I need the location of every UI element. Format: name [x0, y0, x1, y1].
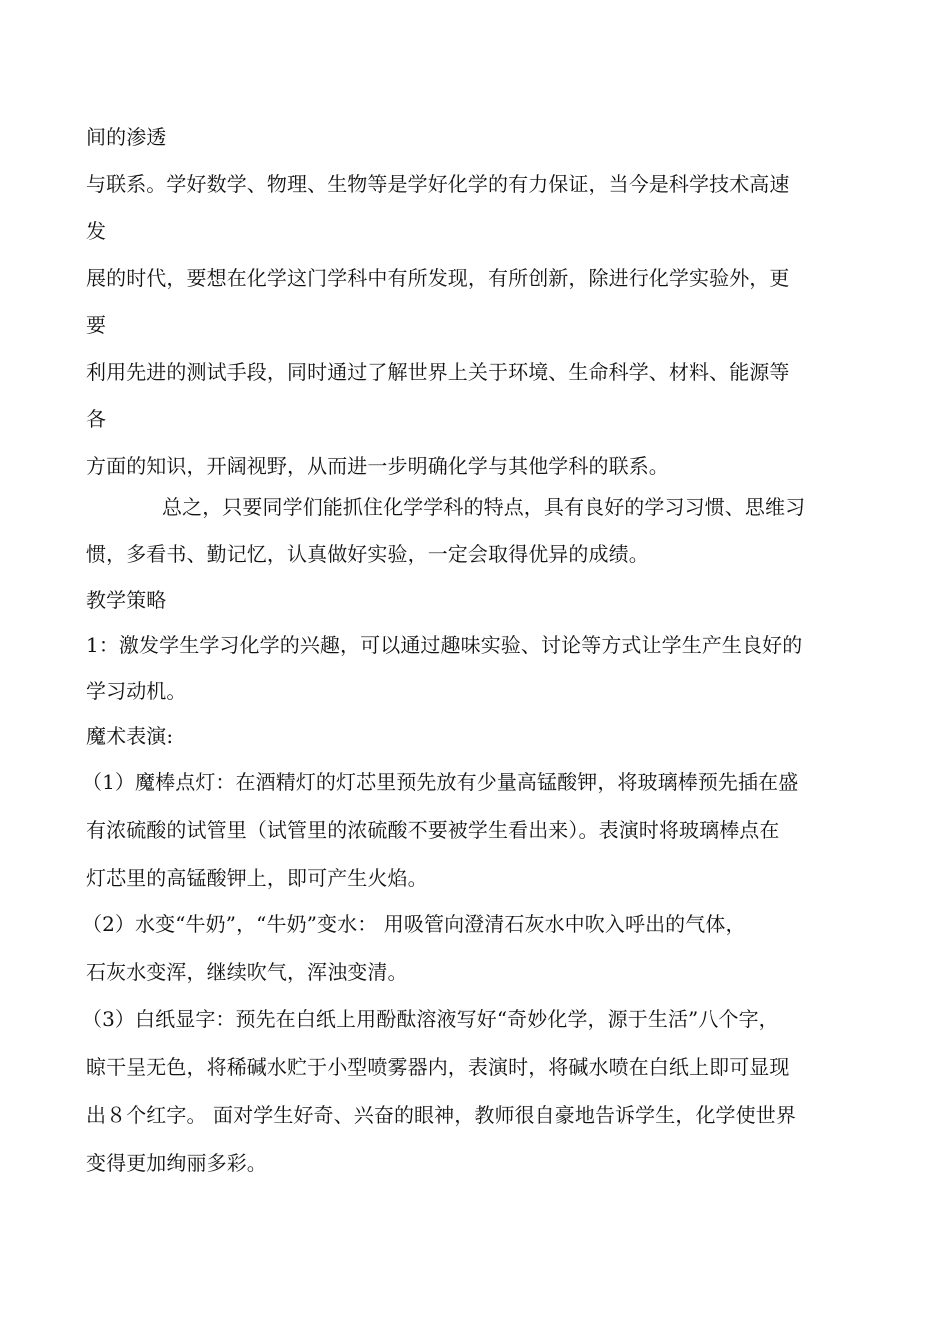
text-line: 变得更加绚丽多彩。	[86, 1151, 267, 1175]
text-line: 利用先进的测试手段，同时通过了解世界上关于环境、生命科学、材料、能源等	[86, 360, 790, 384]
text-line: 学习动机。	[86, 679, 187, 703]
subheading: 魔术表演:	[86, 724, 174, 748]
list-item: （2）水变“牛奶”，“牛奶”变水： 用吸管向澄清石灰水中吹入呼出的气体，	[82, 912, 746, 936]
list-item: （1）魔棒点灯：在酒精灯的灯芯里预先放有少量高锰酸钾，将玻璃棒预先插在盛	[82, 770, 799, 794]
text-line: 晾干呈无色，将稀碱水贮于小型喷雾器内，表演时，将碱水喷在白纸上即可显现	[86, 1055, 790, 1079]
text-line: 展的时代，要想在化学这门学科中有所发现，有所创新，除进行化学实验外，更	[86, 266, 790, 290]
paragraph-indent-line: 总之，只要同学们能抓住化学学科的特点，具有良好的学习习惯、思维习	[162, 495, 806, 519]
section-heading: 教学策略	[86, 588, 167, 612]
text-line: 要	[86, 313, 107, 337]
text-line: 出８个红字。 面对学生好奇、兴奋的眼神，教师很自豪地告诉学生，化学使世界	[86, 1103, 796, 1127]
text-line: 与联系。学好数学、物理、生物等是学好化学的有力保证，当今是科学技术高速	[86, 172, 790, 196]
text-line: 有浓硫酸的试管里（试管里的浓硫酸不要被学生看出来）。表演时将玻璃棒点在	[86, 818, 780, 842]
text-line: 灯芯里的高锰酸钾上，即可产生火焰。	[86, 866, 428, 890]
list-item: （3）白纸显字：预先在白纸上用酚酞溶液写好“奇妙化学，源于生活”八个字，	[82, 1007, 779, 1031]
text-line: 间的渗透	[86, 125, 167, 149]
text-line: 1：激发学生学习化学的兴趣，可以通过趣味实验、讨论等方式让学生产生良好的	[86, 633, 803, 657]
text-line: 方面的知识，开阔视野，从而进一步明确化学与其他学科的联系。	[86, 454, 669, 478]
text-line: 各	[86, 407, 107, 431]
text-line: 石灰水变浑，继续吹气，浑浊变清。	[86, 960, 408, 984]
text-line: 发	[86, 219, 107, 243]
text-line: 惯，多看书、勤记忆，认真做好实验，一定会取得优异的成绩。	[86, 542, 649, 566]
